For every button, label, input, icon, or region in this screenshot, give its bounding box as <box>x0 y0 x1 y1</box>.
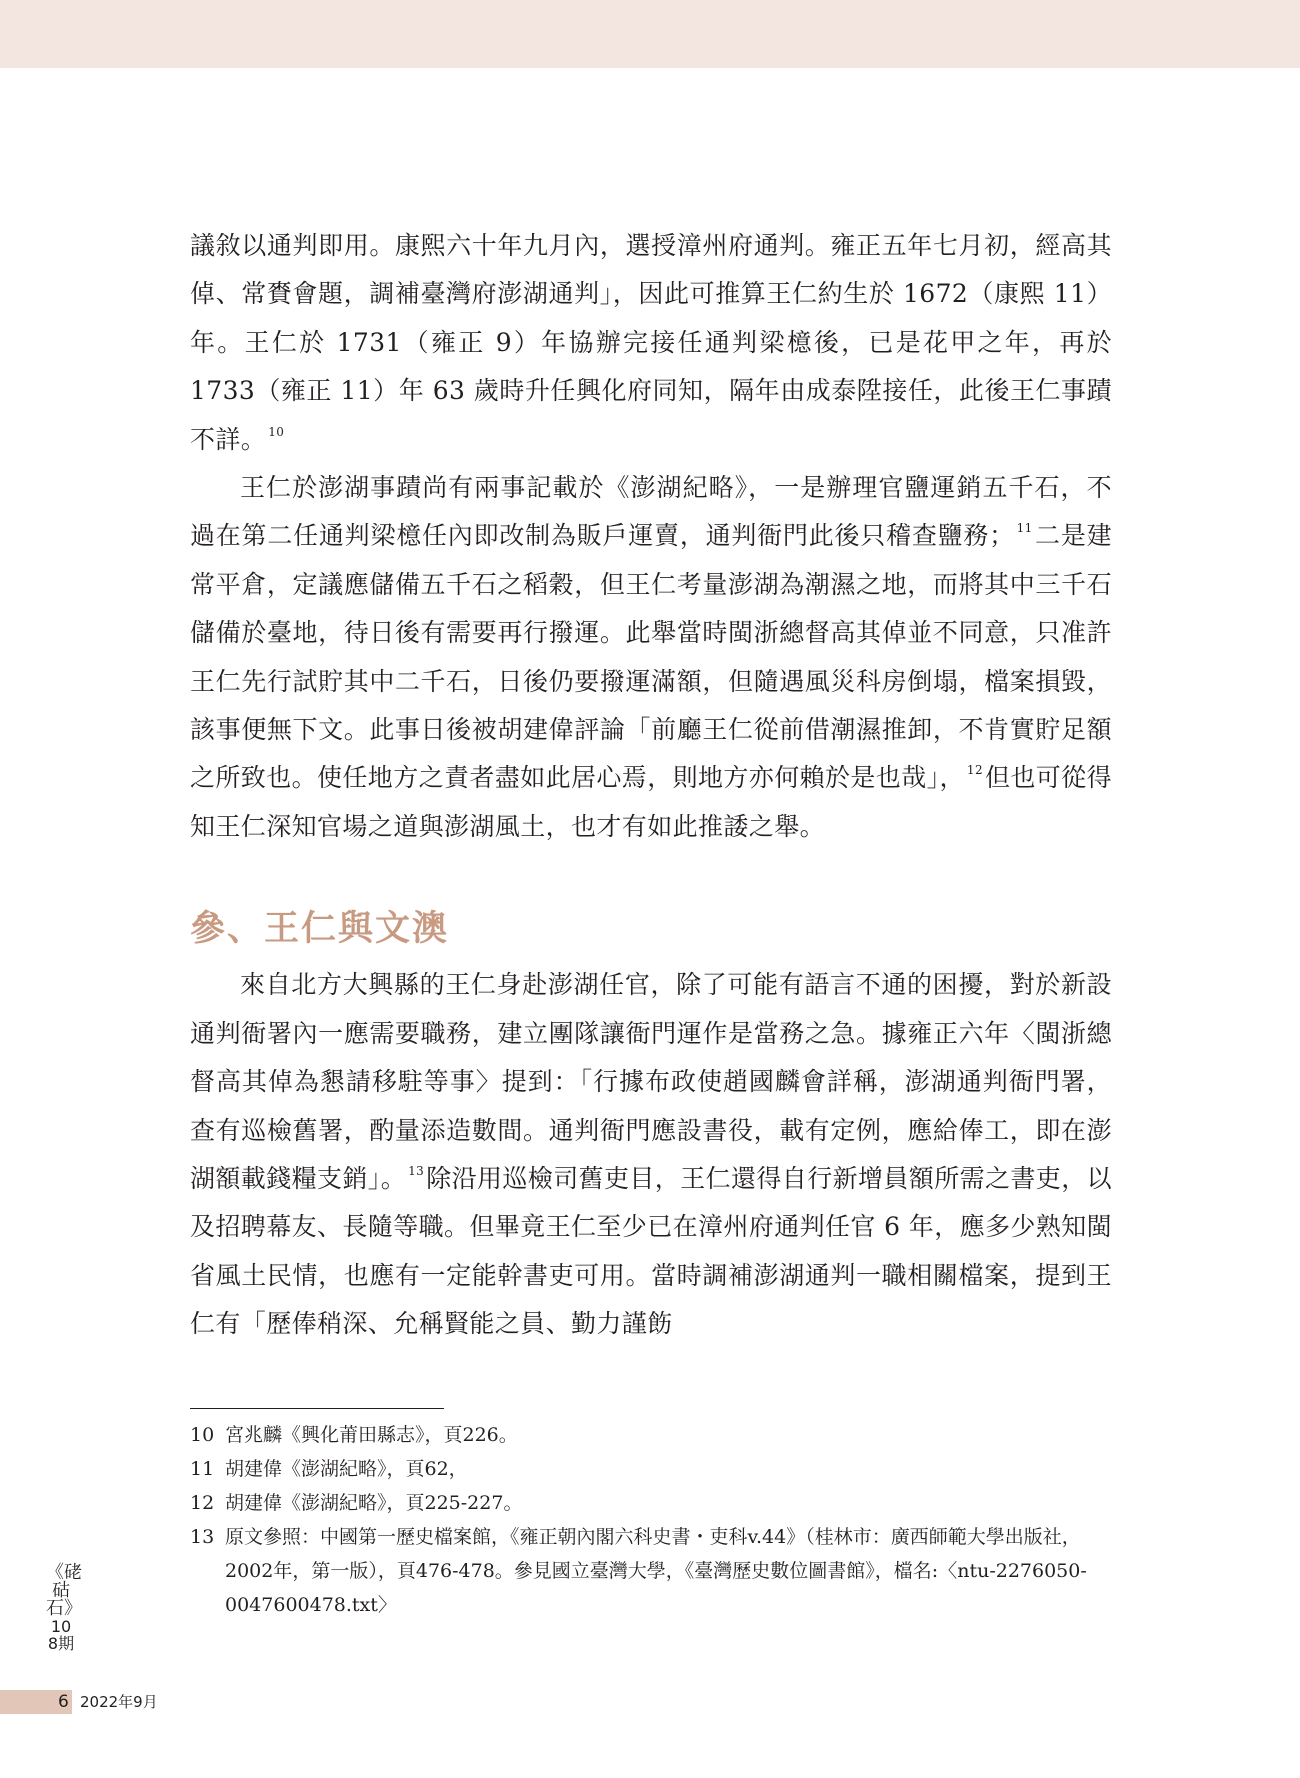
paragraph-text: 來自北方大興縣的王仁身赴澎湖任官，除了可能有語言不通的困擾，對於新設通判衙署內一應需要職務，建立團隊讓衙門運作是當務之急。據雍正六年〈閩浙總督高其倬為懇請移駐等事〉提到：「行據布政使趙國麟會詳稱，澎湖通判衙門署，查有巡檢舊署，酌量添造數間。通判衙門應設書役，載有定例，應給俸工，即在澎湖額載錢糧支銷」。 <box>190 970 1112 1193</box>
footnote-text: 宮兆麟《興化莆田縣志》，頁226。 <box>225 1424 518 1446</box>
paragraph-text: 除沿用巡檢司舊吏目，王仁還得自行新增員額所需之書吏，以及招聘幕友、長隨等職。但畢竟王仁至少已在漳州府通判任官 6 年，應多少熟知閩省風土民情，也應有一定能幹書吏可用。當時調補澎湖通判一職相關檔案，提到王仁有「歷俸稍深、允稱賢能之員、勤力謹飭 <box>190 1163 1113 1339</box>
footnote-marker: 13 <box>408 1163 425 1178</box>
page-number: 6 <box>58 1692 69 1712</box>
body-paragraph <box>190 961 1112 1348</box>
footnotes <box>190 1418 1112 1622</box>
footnote-text: 胡建偉《澎湖紀略》，頁62， <box>225 1458 468 1480</box>
footnote <box>190 1418 1112 1452</box>
footnote-divider <box>190 1408 444 1409</box>
footnote-number: 12 <box>190 1492 215 1514</box>
footnote-marker: 11 <box>1016 521 1033 536</box>
body-paragraph <box>190 222 1112 464</box>
footnote-number: 11 <box>190 1458 215 1480</box>
paragraph-text: 議敘以通判即用。康熙六十年九月內，選授漳州府通判。雍正五年七月初，經高其倬、常賚會題，調補臺灣府澎湖通判」，因此可推算王仁約生於 1672（康熙 11）年。王仁於 1731（雍正 9）年協辦完接任通判梁檍後，已是花甲之年，再於 1733（雍正 11）年 63 歲時升任興化府同知，隔年由成泰陞接任，此後王仁事蹟不詳。 <box>190 231 1112 454</box>
paragraph-text: 王仁於澎湖事蹟尚有兩事記載於《澎湖紀略》，一是辦理官鹽運銷五千石，不過在第二任通判梁檍任內即改制為販戶運賣，通判衙門此後只稽查鹽務； <box>190 473 1112 551</box>
footnote-marker: 10 <box>268 424 285 439</box>
section-heading: 參、王仁與文澳 <box>190 909 450 950</box>
footnote-number: 10 <box>190 1424 215 1446</box>
footnote <box>190 1520 1112 1622</box>
journal-title: 《硓𥑮石》 <box>46 1562 82 1619</box>
article-body <box>190 222 1112 1349</box>
paragraph-text: 但也可從得知王仁深知官場之道與澎湖風土，也才有如此推諉之舉。 <box>190 763 1112 841</box>
journal-side-label <box>46 1562 82 1653</box>
footnote <box>190 1452 1112 1486</box>
issue-date: 2022年9月 <box>80 1693 158 1711</box>
body-paragraph <box>190 464 1112 851</box>
footnote <box>190 1486 1112 1520</box>
top-color-band <box>0 0 1300 68</box>
footnote-number: 13 <box>190 1526 215 1548</box>
footnote-marker: 12 <box>966 763 983 778</box>
journal-issue: 108期 <box>47 1617 75 1653</box>
paragraph-text: 二是建常平倉，定議應儲備五千石之稻穀，但王仁考量澎湖為潮濕之地，而將其中三千石儲備於臺地，待日後有需要再行撥運。此舉當時閩浙總督高其倬並不同意，只准許王仁先行試貯其中二千石，日後仍要撥運滿額，但隨遇風災科房倒塌，檔案損毀，該事便無下文。此事日後被胡建偉評論「前廳王仁從前借潮濕推卸，不肯實貯足額之所致也。使任地方之責者盡如此居心焉，則地方亦何賴於是也哉」， <box>190 521 1112 793</box>
footnote-text: 原文參照：中國第一歷史檔案館，《雍正朝內閣六科史書・吏科v.44》（桂林市：廣西師範大學出版社，2002年，第一版），頁476-478。參見國立臺灣大學，《臺灣歷史數位圖書館》，檔名:〈ntu-2276050-0047600478.txt〉 <box>225 1526 1087 1616</box>
footnote-text: 胡建偉《澎湖紀略》，頁225-227。 <box>225 1492 523 1514</box>
